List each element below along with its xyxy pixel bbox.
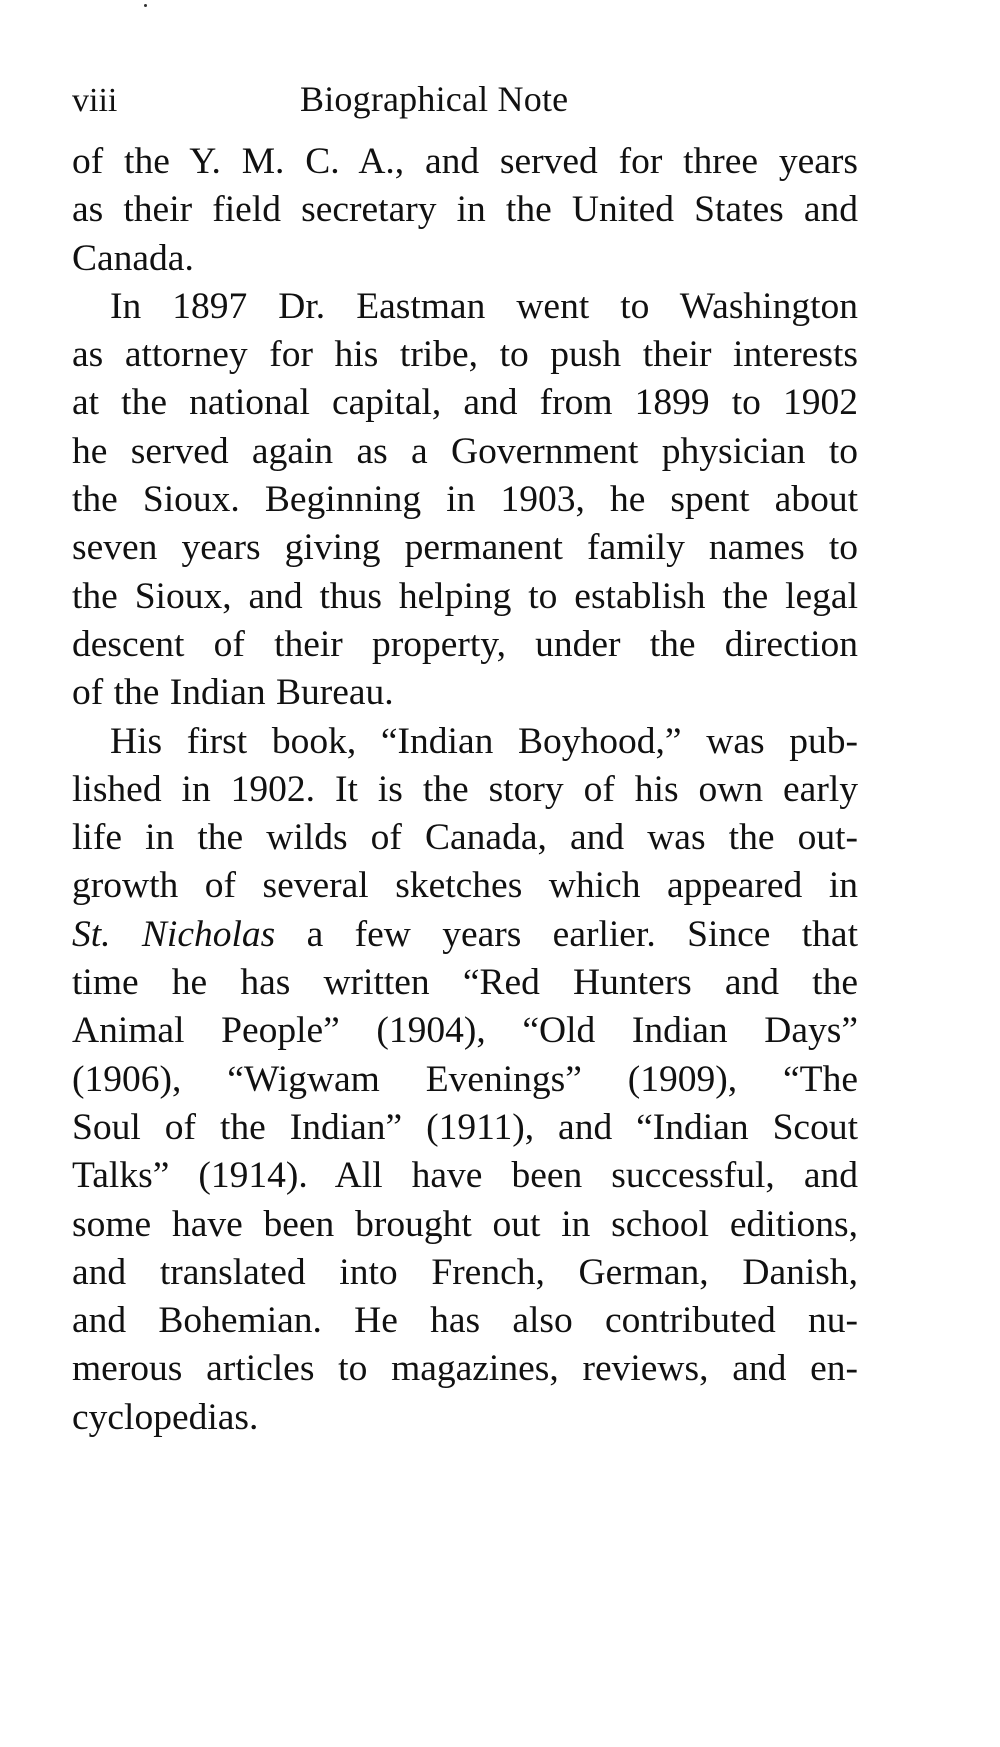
text-line: as their field secretary in the United States and: [72, 189, 858, 231]
text-line: some have been brought out in school editions,: [72, 1203, 858, 1245]
page-number: viii: [72, 82, 118, 119]
text-line: life in the wilds of Canada, and was the out-: [72, 817, 858, 859]
text-line: seven years giving permanent family names to: [72, 527, 858, 569]
text-line: and Bohemian. He has also contributed nu-: [72, 1300, 858, 1342]
text-line: and translated into French, German, Danish,: [72, 1251, 858, 1293]
text-line: of the Y. M. C. A., and served for three years: [72, 141, 858, 182]
text-line: (1906), “Wigwam Evenings” (1909), “The: [72, 1058, 858, 1100]
running-head: [72, 78, 858, 138]
running-title: Biographical Note: [300, 79, 569, 119]
text-line: as attorney for his tribe, to push their interests: [72, 334, 858, 376]
text-line: merous articles to magazines, reviews, and en-: [72, 1348, 858, 1390]
book-page: [72, 78, 858, 1442]
paragraph-1: [72, 138, 858, 283]
paragraph-2: [72, 283, 858, 718]
text-line: he served again as a Government physician to: [72, 430, 858, 472]
text-line: lished in 1902. It is the story of his own early: [72, 768, 858, 810]
text-line: the Sioux. Beginning in 1903, he spent about: [72, 479, 858, 521]
text-line: the Sioux, and thus helping to establish the legal: [72, 575, 858, 617]
text-line: descent of their property, under the direction: [72, 623, 858, 665]
text-line: St. Nicholas a few years earlier. Since that: [72, 913, 858, 955]
text-line: at the national capital, and from 1899 to 1902: [72, 382, 858, 424]
text-line: time he has written “Red Hunters and the: [72, 962, 858, 1004]
text-line: growth of several sketches which appeared in: [72, 865, 858, 907]
text-line: Animal People” (1904), “Old Indian Days”: [72, 1010, 858, 1052]
paragraph-3: [72, 718, 858, 1442]
scan-speck: [144, 4, 147, 7]
text-line: of the Indian Bureau.: [72, 672, 394, 714]
text-line: Canada.: [72, 237, 194, 279]
text-line: His first book, “Indian Boyhood,” was pub-: [110, 720, 858, 762]
magazine-title: St. Nicholas: [72, 913, 276, 955]
text-line: Soul of the Indian” (1911), and “Indian Scout: [72, 1106, 858, 1148]
text-line: In 1897 Dr. Eastman went to Washington: [110, 285, 858, 327]
text-line: cyclopedias.: [72, 1396, 259, 1438]
text-line: Talks” (1914). All have been successful, and: [72, 1155, 858, 1197]
